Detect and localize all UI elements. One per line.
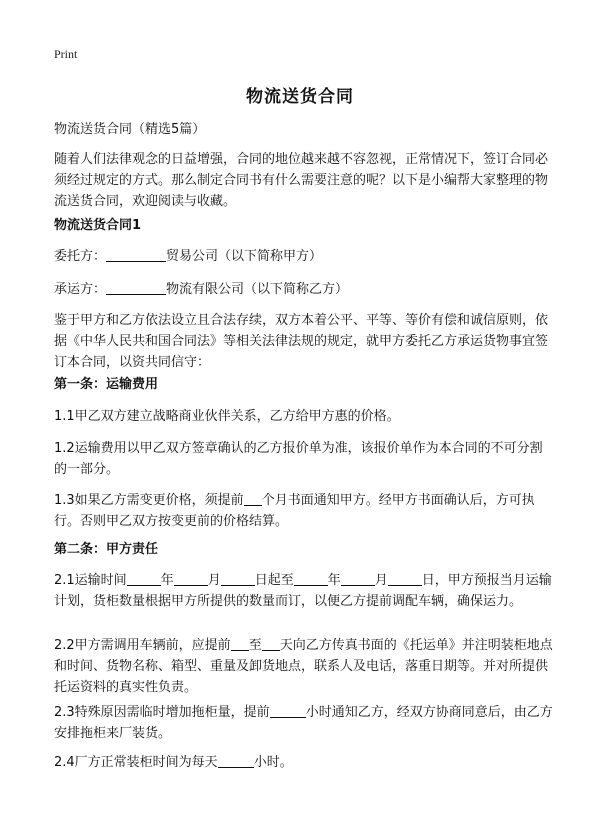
end-day-blank (388, 571, 422, 586)
carrier-label: 承运方： (54, 282, 107, 297)
clause-2-1 (54, 570, 554, 612)
clause-2-3-part-b: 小时通知乙方，经双方协商同意后，由乙方安排拖柜来厂装货。 (54, 705, 553, 741)
intro-paragraph: 随着人们法律观念的日益增强，合同的地位越来越不容忽视，正常情况下，签订合同必须经过规定的方式。那么制定合同书有什么需要注意的呢？以下是小编帮大家整理的物流送货合同，欢迎阅读与收藏。 (54, 152, 549, 209)
days-to-blank (262, 636, 280, 651)
clause-2-2-part-b: 天向乙方传真书面的《托运单》并注明装柜地点和时间、货物名称、箱型、重量及卸货地点，联系人及电话，落重日期等。并对所提供托运资料的真实性负责。 (54, 638, 553, 695)
clause-1-3 (54, 490, 554, 532)
clause-2-1-year1: 年 (160, 573, 174, 588)
client-suffix: 贸易公司（以下简称甲方） (166, 249, 323, 264)
clause-2-2-part-a: 2.2甲方需调用车辆前，应提前 (54, 638, 231, 653)
client-line (54, 246, 554, 267)
clause-1-2: 1.2运输费用以甲乙双方签章确认的乙方报价单为准，该报价单作为本合同的不可分割的一部分。 (54, 441, 543, 477)
end-year-blank (294, 571, 328, 586)
article1-heading: 第一条：运输费用 (54, 377, 159, 392)
clause-2-3-part-a: 2.3特殊原因需临时增加拖柜量，提前 (54, 705, 270, 720)
clause-2-1-part-b: 日，甲方预报当月运输计划，货柜数量根据甲方所提供的数量而订，以便乙方提前调配车辆，确保运力。 (54, 573, 552, 609)
carrier-line (54, 279, 554, 300)
days-from-blank (231, 636, 249, 651)
clause-2-1-day1: 日起至 (254, 573, 294, 588)
end-month-blank (341, 571, 375, 586)
start-month-blank (174, 571, 208, 586)
document-title: 物流送货合同 (246, 87, 354, 107)
months-notice-blank (244, 491, 262, 506)
clause-1-1: 1.1甲乙双方建立战略商业伙伴关系，乙方给甲方惠的价格。 (54, 409, 400, 424)
clause-2-3 (54, 702, 554, 744)
clause-2-1-part-a: 2.1运输时间 (54, 573, 127, 588)
clause-2-1-month1: 月 (207, 573, 221, 588)
contract-heading: 物流送货合同1 (54, 218, 142, 233)
hours-notice-blank (270, 703, 306, 718)
clause-2-4 (54, 752, 554, 773)
start-year-blank (127, 571, 161, 586)
print-link[interactable]: Print (54, 47, 78, 61)
carrier-name-blank (106, 280, 166, 295)
document-subtitle: 物流送货合同（精选5篇） (54, 122, 206, 137)
preamble-paragraph: 鉴于甲方和乙方依法设立且合法存续，双方本着公平、平等、等价有偿和诚信原则，依据《中华人民共和国合同法》等相关法律法规的规定，就甲方委托乙方承运货物事宜签订本合同，以资共同信守： (54, 313, 549, 370)
clause-1-3-part-a: 1.3如果乙方需变更价格，须提前 (54, 493, 244, 508)
start-day-blank (221, 571, 255, 586)
clause-2-2-to: 至 (248, 638, 262, 653)
clause-2-2 (54, 635, 554, 698)
loading-hours-blank (218, 753, 254, 768)
clause-1-3-part-b: 个月书面通知甲方。经甲方书面确认后，方可执行。否则甲乙双方按变更前的价格结算。 (54, 493, 535, 529)
clause-2-1-month2: 月 (374, 573, 388, 588)
client-label: 委托方： (54, 249, 107, 264)
clause-2-4-part-a: 2.4厂方正常装柜时间为每天 (54, 755, 218, 770)
clause-2-4-part-b: 小时。 (253, 755, 293, 770)
article2-heading: 第二条：甲方责任 (54, 542, 159, 557)
clause-2-1-year2: 年 (327, 573, 341, 588)
carrier-suffix: 物流有限公司（以下简称乙方） (166, 282, 349, 297)
client-name-blank (106, 247, 166, 262)
